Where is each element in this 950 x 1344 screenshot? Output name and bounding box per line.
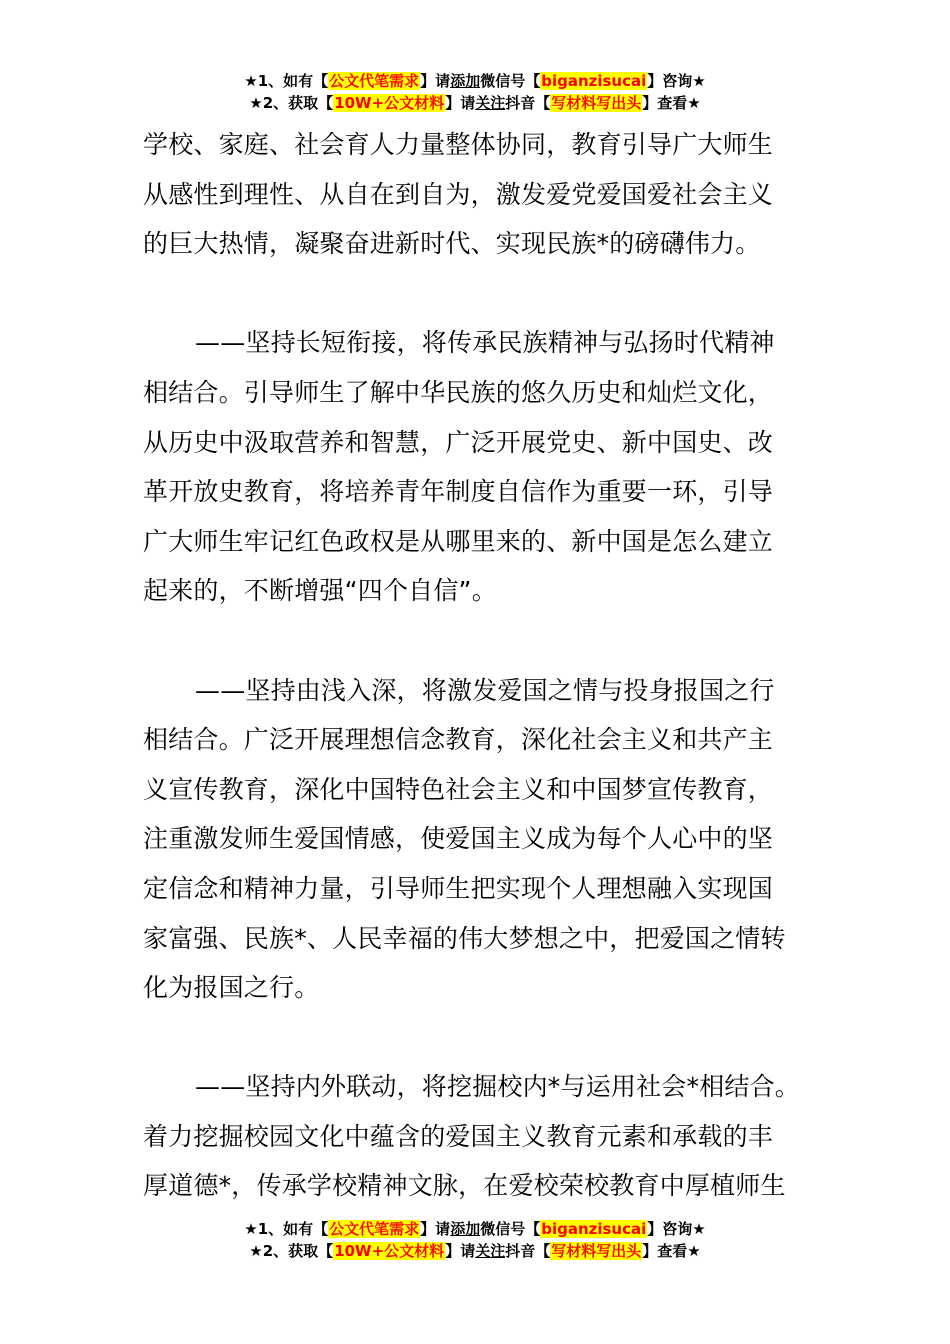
text-line: 厚道德*，传承学校精神文脉，在爱校荣校教育中厚植师生 (143, 1171, 786, 1201)
paragraph (143, 120, 823, 269)
highlight-douyin-account: 写材料写出头 (551, 1242, 642, 1260)
paragraph (143, 318, 823, 616)
text-line: 化为报国之行。 (143, 973, 320, 1003)
text-line: ——坚持由浅入深，将激发爱国之情与投身报国之行 (195, 675, 775, 705)
paragraph (143, 1062, 823, 1211)
text-line: 定信念和精神力量，引导师生把实现个人理想融入实现国 (143, 873, 774, 903)
text-line: 起来的，不断增强“四个自信”。 (143, 576, 497, 606)
text-line: 的巨大热情，凝聚奋进新时代、实现民族*的磅礴伟力。 (143, 229, 761, 259)
text-line: 革开放史教育，将培养青年制度自信作为重要一环，引导 (143, 477, 774, 507)
highlight-wechat-id: biganzisucai (541, 1220, 647, 1238)
text-line: 从历史中汲取营养和智慧，广泛开展党史、新中国史、改 (143, 427, 774, 457)
highlight-writing-service: 公文代笔需求 (329, 72, 420, 90)
banner-line-2: ★2、获取【10W+公文材料】请关注抖音【写材料写出头】查看★ (249, 1242, 701, 1260)
banner-line-1: ★1、如有【公文代笔需求】请添加微信号【biganzisucai】咨询★ (244, 1220, 706, 1238)
text-line: 相结合。广泛开展理想信念教育，深化社会主义和共产主 (143, 725, 774, 755)
highlight-writing-service: 公文代笔需求 (329, 1220, 420, 1238)
text-line: 从感性到理性、从自在到自为，激发爱党爱国爱社会主义 (143, 179, 774, 209)
text-line: 着力挖掘校园文化中蕴含的爱国主义教育元素和承载的丰 (143, 1121, 774, 1151)
banner-line-2: ★2、获取【10W+公文材料】请关注抖音【写材料写出头】查看★ (249, 94, 701, 112)
text-line: ——坚持长短衔接，将传承民族精神与弘扬时代精神 (195, 328, 775, 358)
header-banner (0, 70, 950, 114)
text-line: 家富强、民族*、人民幸福的伟大梦想之中，把爱国之情转 (143, 923, 786, 953)
text-line: 学校、家庭、社会育人力量整体协同，教育引导广大师生 (143, 130, 774, 159)
paragraph (143, 666, 823, 1013)
highlight-douyin-account: 写材料写出头 (551, 94, 642, 112)
text-line: 义宣传教育，深化中国特色社会主义和中国梦宣传教育， (143, 774, 774, 804)
text-line: 相结合。引导师生了解中华民族的悠久历史和灿烂文化， (143, 377, 774, 407)
highlight-materials: 10W+公文材料 (334, 1242, 445, 1260)
text-line: 注重激发师生爱国情感，使爱国主义成为每个人心中的坚 (143, 824, 774, 854)
text-line: 广大师生牢记红色政权是从哪里来的、新中国是怎么建立 (143, 526, 774, 556)
highlight-materials: 10W+公文材料 (334, 94, 445, 112)
banner-line-1: ★1、如有【公文代笔需求】请添加微信号【biganzisucai】咨询★ (244, 72, 706, 90)
highlight-wechat-id: biganzisucai (541, 72, 647, 90)
document-body (143, 120, 823, 1211)
text-line: ——坚持内外联动，将挖掘校内*与运用社会*相结合。 (195, 1072, 801, 1102)
footer-banner (0, 1218, 950, 1262)
